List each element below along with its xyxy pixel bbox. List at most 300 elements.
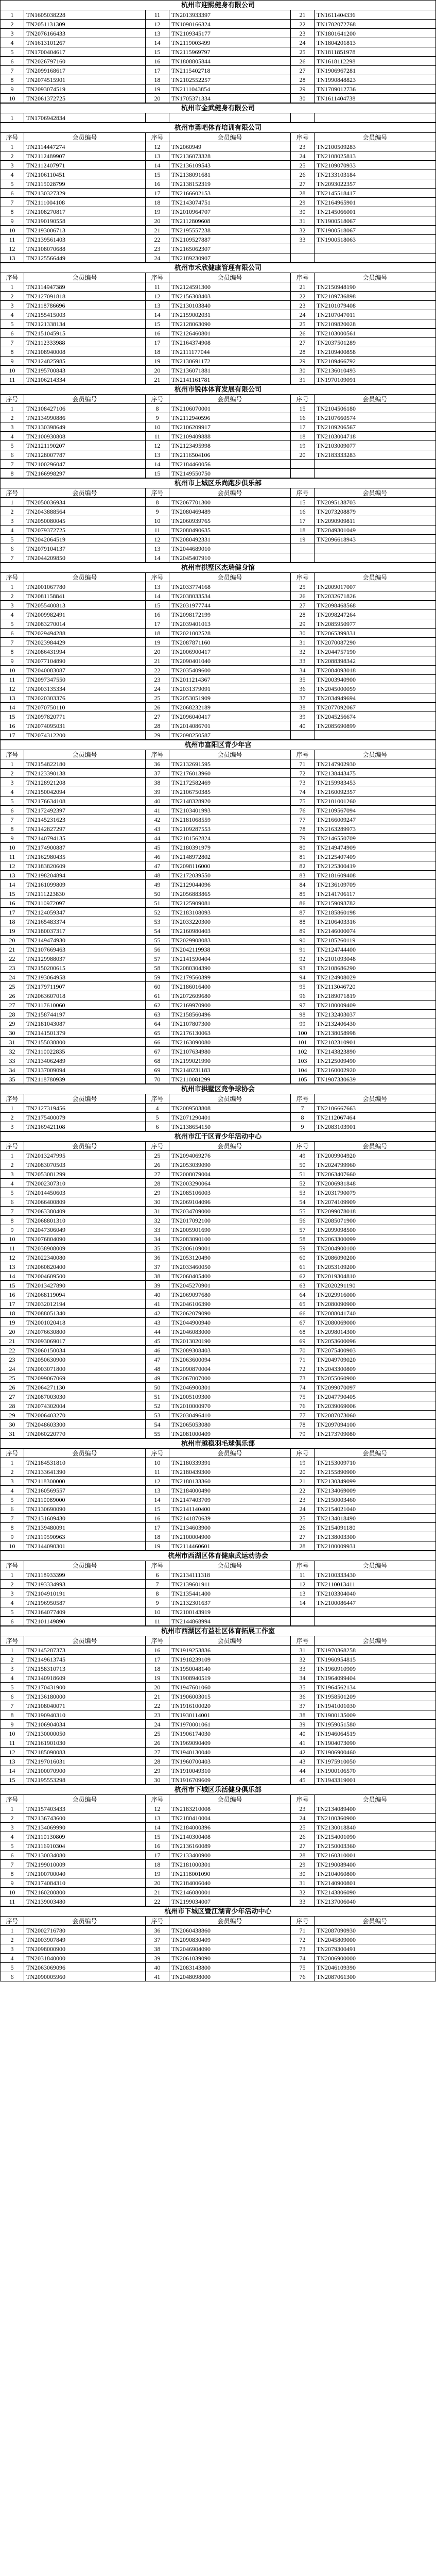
table-row [1,207,436,216]
table-row [1,1272,436,1281]
table-row [1,1944,436,1954]
member-code-cell: TN2081000409 [169,1429,291,1438]
table-row [1,375,436,384]
serial-cell: 53 [146,917,169,926]
serial-cell: 29 [146,1188,169,1197]
serial-cell: 35 [291,675,315,684]
member-code-cell: TN2098014300 [315,1327,436,1336]
serial-cell: 66 [146,1038,169,1047]
serial-header: 序号 [291,1917,315,1926]
serial-cell: 63 [146,1010,169,1019]
member-code-cell: TN2147403709 [169,1495,291,1504]
member-code-cell: TN2136109543 [169,161,291,170]
serial-header: 序号 [1,488,24,498]
serial-cell: 20 [1,1327,24,1336]
serial-cell: 32 [1,1047,24,1056]
serial-cell: 1 [1,759,24,769]
serial-cell: 36 [291,684,315,693]
table-row [1,1532,436,1541]
serial-cell: 24 [291,1504,315,1514]
table-row [1,973,436,982]
member-code-cell: TN2061372725 [24,94,146,103]
member-code-header: 会员编号 [24,1094,146,1104]
table-row [1,1720,436,1729]
serial-cell: 1 [1,582,24,591]
member-code-cell [315,244,436,253]
serial-cell: 41 [146,806,169,815]
serial-cell: 1 [1,1926,24,1935]
member-code-cell: TN2106110451 [24,170,146,179]
member-code-cell: TN2143074751 [169,198,291,207]
member-code-header: 会员编号 [24,573,146,582]
club-name: 杭州市下城区暨江湖青少年活动中心 [1,1907,436,1917]
member-code-cell [315,1607,436,1617]
serial-cell: 27 [1,1001,24,1010]
serial-cell: 8 [1,469,24,478]
member-code-cell: TN2100509283 [315,142,436,151]
member-code-cell: TN2176130063 [169,1028,291,1038]
member-code-cell: TN2013427890 [24,1281,146,1290]
table-row [1,1888,436,1897]
serial-cell: 38 [146,1272,169,1281]
member-code-cell: TN2056883865 [169,889,291,899]
serial-cell: 7 [1,638,24,647]
serial-cell: 45 [291,1775,315,1785]
table-row [1,666,436,675]
serial-cell: 20 [146,94,169,103]
table-row [1,917,436,926]
serial-cell: 6 [1,1692,24,1701]
serial-cell: 20 [146,216,169,226]
serial-cell: 15 [146,1504,169,1514]
member-code-cell: TN2113046720 [315,982,436,991]
member-code-cell: TN2055400813 [24,601,146,610]
member-code-cell: TN1808805844 [169,57,291,66]
serial-cell: 7 [1,1860,24,1869]
member-code-cell: TN2103009077 [315,441,436,450]
serial-cell: 18 [291,526,315,535]
member-code-cell: TN1916100020 [169,1701,291,1710]
member-code-cell: TN2083070503 [24,1160,146,1170]
serial-cell [291,1617,315,1626]
member-code-cell: TN2038908009 [24,1244,146,1253]
serial-cell: 8 [1,824,24,834]
member-code-cell: TN2060939765 [169,516,291,526]
table-row [1,292,436,301]
member-code-cell: TN2106403316 [315,917,436,926]
member-code-cell: TN2159093782 [315,899,436,908]
serial-cell: 14 [146,460,169,469]
member-code-cell: TN2125566449 [24,253,146,263]
serial-cell: 20 [146,647,169,656]
member-code-cell: TN1904073090 [315,1738,436,1748]
serial-cell: 8 [1,1710,24,1720]
table-row [1,113,436,123]
member-code-cell: TN2098116000 [169,861,291,871]
serial-cell: 61 [291,1262,315,1272]
serial-cell: 27 [146,712,169,721]
member-code-cell: TN2174900887 [24,843,146,852]
serial-cell: 24 [1,1364,24,1374]
serial-cell: 33 [1,1056,24,1065]
serial-header: 序号 [1,1449,24,1458]
serial-cell: 16 [146,179,169,189]
table-row [1,899,436,908]
serial-cell: 16 [146,610,169,619]
serial-cell: 49 [146,1374,169,1383]
member-code-cell: TN2099067069 [24,1374,146,1383]
serial-cell: 65 [146,1028,169,1038]
member-code-cell: TN2150003460 [315,1495,436,1504]
member-code-cell: TN2093069017 [24,1336,146,1346]
member-code-cell: TN2128007787 [24,450,146,460]
member-code-header: 会员编号 [315,573,436,582]
table-row [1,1664,436,1673]
member-code-cell: TN2176634108 [24,796,146,806]
member-code-cell: TN2033460050 [169,1262,291,1272]
member-code-cell: TN2108270817 [24,207,146,216]
serial-header: 序号 [146,1142,169,1151]
member-code-cell: TN2026797160 [24,57,146,66]
serial-cell: 23 [146,1710,169,1720]
member-code-cell: TN2080469489 [169,507,291,516]
member-code-cell: TN2095138703 [315,498,436,507]
member-code-cell: TN2006900417 [169,647,291,656]
table-row [1,535,436,544]
member-code-cell: TN2145066001 [315,207,436,216]
member-code-cell: TN2111177044 [169,347,291,357]
serial-cell: 35 [1,1075,24,1084]
serial-cell: 27 [291,338,315,347]
serial-cell: 12 [146,535,169,544]
serial-cell: 10 [1,94,24,103]
member-code-cell: TN2072609680 [169,991,291,1001]
club-title-row [1,479,436,488]
serial-cell: 12 [146,20,169,29]
member-code-header: 会员编号 [24,273,146,282]
serial-cell: 18 [146,1532,169,1541]
table-row [1,1954,436,1963]
serial-cell: 4 [1,1598,24,1607]
table-row [1,460,436,469]
member-code-cell: TN2006900000 [315,1954,436,1963]
serial-cell: 16 [146,329,169,338]
serial-cell: 35 [146,1244,169,1253]
member-code-cell: TN2155038800 [24,1038,146,1047]
serial-cell: 3 [1,301,24,310]
serial-cell: 23 [291,301,315,310]
serial-cell: 18 [146,629,169,638]
serial-header: 序号 [1,1142,24,1151]
member-code-cell: TN2107807300 [169,1019,291,1028]
serial-cell: 65 [291,1299,315,1309]
serial-cell: 3 [1,1589,24,1598]
member-code-cell: TN2044689010 [169,544,291,553]
member-code-cell: TN2096618943 [315,535,436,544]
member-code-cell: TN2127091818 [24,292,146,301]
member-code-cell: TN2067701300 [169,498,291,507]
serial-cell: 22 [291,20,315,29]
member-code-cell: TN2004900100 [315,1244,436,1253]
serial-cell: 10 [146,1607,169,1617]
member-code-cell: TN2031977744 [169,601,291,610]
member-code-cell: TN2184006040 [169,1878,291,1888]
table-row [1,1580,436,1589]
serial-cell: 16 [291,507,315,516]
member-code-cell: TN2102552257 [169,75,291,84]
serial-cell: 14 [146,38,169,47]
serial-cell: 46 [146,1346,169,1355]
member-code-cell: TN2183210008 [169,1804,291,1814]
member-code-cell: TN2097347550 [24,675,146,684]
serial-cell: 101 [291,1038,315,1047]
member-code-cell: TN2003940900 [315,675,436,684]
member-code-cell: TN2184000396 [169,1823,291,1832]
table-row [1,1832,436,1841]
serial-cell: 12 [1,861,24,871]
serial-cell: 36 [146,1926,169,1935]
member-code-cell: TN2159983453 [315,778,436,787]
member-code-cell: TN2110089000 [24,1495,146,1504]
table-row [1,441,436,450]
member-code-cell: TN2111004108 [24,198,146,207]
serial-cell: 71 [291,1926,315,1935]
table-row [1,1420,436,1429]
serial-cell: 86 [291,899,315,908]
serial-cell: 25 [291,582,315,591]
serial-cell: 29 [291,84,315,94]
serial-cell: 5 [1,1607,24,1617]
member-code-cell: TN2103401993 [169,806,291,815]
serial-cell: 19 [146,1673,169,1683]
table-row [1,1262,436,1272]
member-code-cell: TN2006403270 [24,1411,146,1420]
serial-cell: 3 [1,29,24,38]
table-row [1,422,436,432]
member-code-cell: TN2133400900 [169,1851,291,1860]
member-code-header: 会员编号 [315,273,436,282]
member-code-cell: TN2077092067 [315,703,436,712]
serial-cell: 17 [146,619,169,629]
column-header-row [1,1094,436,1104]
member-code-cell: TN2106070001 [169,404,291,413]
serial-cell: 31 [291,1878,315,1888]
member-code-cell: TN2090870004 [169,1364,291,1374]
member-code-cell [315,113,436,123]
serial-cell: 88 [291,917,315,926]
member-code-cell: TN2132301637 [169,1598,291,1607]
table-row [1,1617,436,1626]
serial-cell: 3 [1,1122,24,1131]
serial-cell: 29 [146,731,169,740]
member-code-cell: TN2138058998 [315,1028,436,1038]
table-row [1,507,436,516]
table-row [1,413,436,422]
member-code-cell: TN2149613745 [24,1655,146,1664]
table-row [1,1851,436,1860]
table-row [1,404,436,413]
member-code-cell: TN2080492331 [169,535,291,544]
member-code-cell: TN2159002031 [169,310,291,319]
club-title-row [1,1626,436,1636]
serial-cell: 7 [1,66,24,75]
serial-cell: 48 [146,871,169,880]
serial-cell: 5 [1,1495,24,1504]
serial-cell: 9 [1,834,24,843]
table-row [1,1486,436,1495]
member-code-cell: TN2141706117 [315,889,436,899]
serial-cell: 37 [146,1262,169,1272]
serial-cell: 37 [146,1935,169,1944]
serial-cell: 24 [291,38,315,47]
serial-cell: 3 [1,516,24,526]
member-code-cell: TN2124825985 [24,357,146,366]
member-code-cell: TN2053081299 [24,1170,146,1179]
serial-cell: 62 [291,1272,315,1281]
table-row [1,1646,436,1655]
serial-cell: 44 [146,834,169,843]
table-row [1,1010,436,1019]
member-code-cell: TN2123495998 [169,441,291,450]
member-code-cell: TN2197016031 [24,1757,146,1766]
member-code-cell: TN2075400903 [315,1346,436,1355]
serial-cell: 1 [1,1458,24,1467]
table-row [1,796,436,806]
member-code-header: 会员编号 [315,488,436,498]
table-row [1,469,436,478]
member-code-cell: TN1969090409 [169,1738,291,1748]
member-code-header: 会员编号 [169,1094,291,1104]
serial-cell: 40 [146,1290,169,1299]
serial-cell: 26 [291,1523,315,1532]
serial-cell: 25 [291,47,315,57]
table-row [1,94,436,103]
member-code-header: 会员编号 [169,750,291,759]
serial-cell: 51 [146,1392,169,1401]
member-code-cell: TN2006981848 [315,1179,436,1188]
club-member-table [0,1785,436,1906]
serial-cell: 34 [146,1234,169,1244]
serial-cell: 14 [146,310,169,319]
member-code-header: 会员编号 [24,1142,146,1151]
member-code-cell: TN2136109709 [315,880,436,889]
member-code-cell: TN2033774168 [169,582,291,591]
member-code-cell: TN1605038228 [24,10,146,20]
member-code-cell: TN2003071800 [24,1364,146,1374]
serial-cell: 53 [146,1411,169,1420]
member-code-cell: TN2150948190 [315,282,436,292]
member-code-cell: TN2003290064 [169,1179,291,1188]
table-row [1,1738,436,1748]
member-code-cell: TN2180439300 [169,1467,291,1477]
member-code-cell: TN2047306049 [24,1225,146,1234]
serial-cell: 2 [1,1160,24,1170]
serial-cell: 49 [291,1151,315,1160]
serial-cell: 12 [1,1253,24,1262]
serial-cell: 6 [1,189,24,198]
member-code-cell: TN1918239109 [169,1655,291,1664]
member-code-cell: TN2149474930 [24,936,146,945]
member-code-cell: TN2137009094 [24,1065,146,1075]
member-code-cell: TN2104910191 [24,1589,146,1598]
serial-cell: 62 [146,1001,169,1010]
member-code-cell: TN2106750385 [169,787,291,796]
member-code-cell: TN2104506180 [315,404,436,413]
member-code-cell: TN2108025813 [315,151,436,161]
serial-cell: 18 [1,1309,24,1318]
member-code-cell: TN2097820771 [24,712,146,721]
serial-cell: 19 [146,638,169,647]
serial-cell: 6 [1,1972,24,1981]
table-row [1,57,436,66]
member-code-cell: TN2038033534 [169,591,291,601]
member-code-cell: TN1970001061 [169,1720,291,1729]
member-code-cell: TN2158744197 [24,1010,146,1019]
table-row [1,526,436,535]
member-code-cell: TN2136743600 [24,1814,146,1823]
member-code-cell: TN2098172199 [169,610,291,619]
member-code-cell: TN2053109200 [315,1262,436,1272]
table-row [1,75,436,84]
serial-cell: 69 [146,1065,169,1075]
member-code-cell: TN2118786696 [24,301,146,310]
serial-cell [291,244,315,253]
serial-cell: 11 [1,235,24,244]
serial-cell: 79 [291,834,315,843]
serial-cell: 13 [1,1757,24,1766]
table-row [1,1748,436,1757]
member-code-cell: TN2148972802 [169,852,291,861]
serial-cell: 2 [1,1814,24,1823]
member-code-cell: TN2080069000 [315,1318,436,1327]
serial-cell: 90 [291,936,315,945]
member-code-cell: TN2164077409 [24,1607,146,1617]
member-code-cell: TN2083143800 [169,1963,291,1972]
serial-cell: 59 [146,973,169,982]
serial-cell: 5 [1,319,24,329]
member-code-cell: TN2100333430 [315,1570,436,1580]
member-code-cell: TN2046083000 [169,1327,291,1336]
member-code-cell: TN2118780939 [24,1075,146,1084]
serial-cell: 11 [1,1244,24,1253]
member-code-cell: TN2132406430 [315,1019,436,1028]
serial-cell: 6 [1,629,24,638]
serial-cell: 26 [146,1738,169,1748]
serial-cell: 17 [1,908,24,917]
table-row [1,338,436,347]
serial-cell: 7 [1,1514,24,1523]
serial-header: 序号 [291,750,315,759]
member-code-cell: TN2103004718 [315,432,436,441]
member-code-cell: TN2169970900 [169,1001,291,1010]
member-code-cell: TN2144868994 [169,1617,291,1626]
member-code-cell: TN2083090100 [169,1234,291,1244]
club-title-row [1,385,436,395]
serial-cell: 82 [291,861,315,871]
serial-cell: 5 [1,619,24,629]
member-code-cell: TN2100930808 [24,432,146,441]
member-code-cell: TN2130327329 [24,189,146,198]
member-code-cell: TN2106904034 [24,1720,146,1729]
member-code-cell: TN1906174030 [169,1729,291,1738]
member-code-cell: TN2079104137 [24,544,146,553]
serial-cell: 28 [146,1179,169,1188]
member-code-cell: TN2020291190 [315,1281,436,1290]
serial-cell: 30 [291,629,315,638]
serial-cell [291,731,315,740]
serial-cell: 10 [1,226,24,235]
serial-cell: 30 [291,1869,315,1878]
